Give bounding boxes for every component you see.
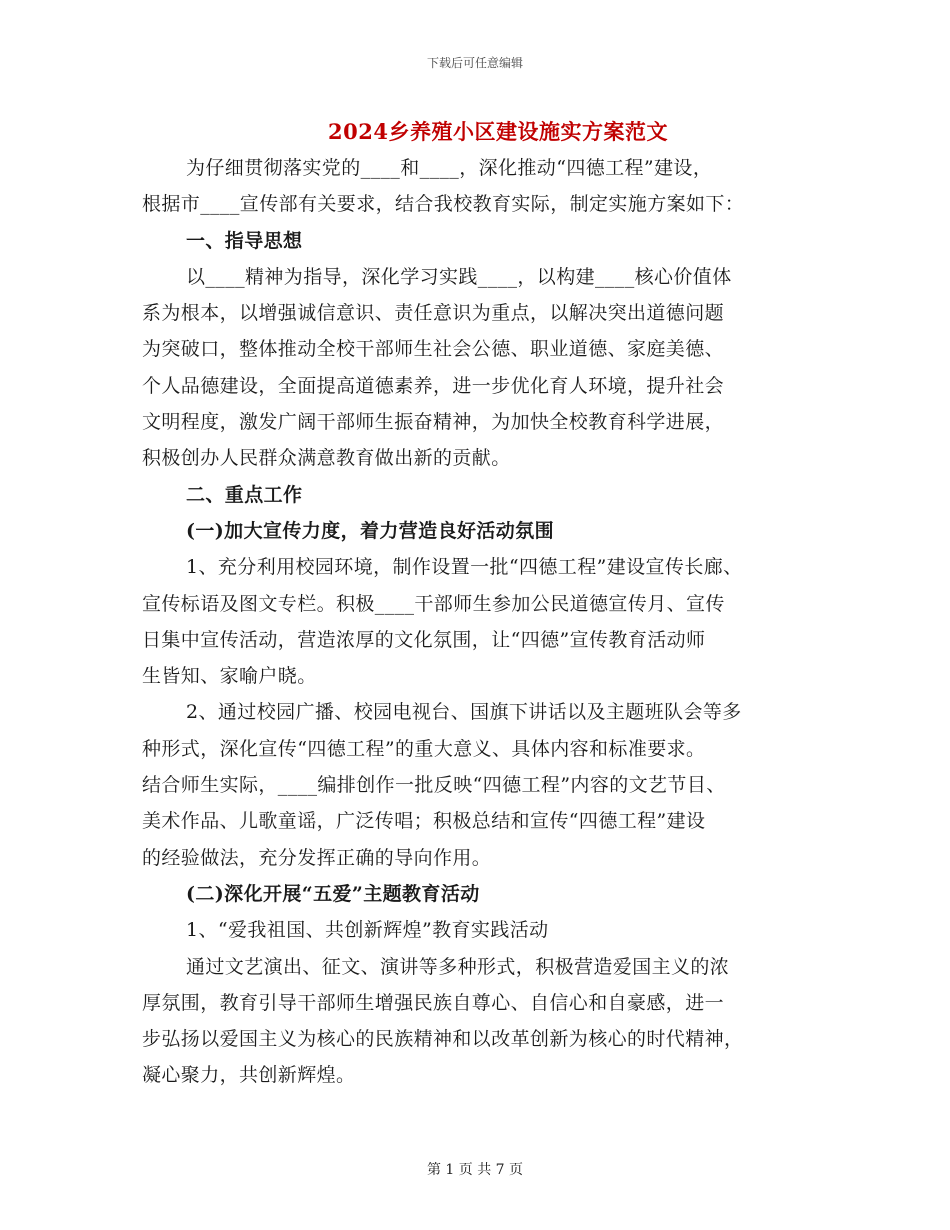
paragraph-line: 1、“爱我祖国、共创新辉煌”教育实践活动 [186,919,549,942]
paragraph-line: 2、通过校园广播、校园电视台、国旗下讲话以及主题班队会等多 [186,701,742,724]
paragraph-line: 通过文艺演出、征文、演讲等多种形式，积极营造爱国主义的浓 [186,955,730,978]
paragraph-line: 步弘扬以爱国主义为核心的民族精神和以改革创新为核心的时代精神， [142,1028,744,1051]
paragraph-line: 生皆知、家喻户晓。 [142,665,317,688]
paragraph-line: 凝心聚力，共创新辉煌。 [142,1064,356,1087]
paragraph-line: 为突破口，整体推动全校干部师生社会公德、职业道德、家庭美德、 [142,338,725,361]
paragraph-line: 结合师生实际，____编排创作一批反映“四德工程”内容的文艺节目、 [142,774,726,797]
page-header: 下载后可任意编辑 [426,56,523,70]
paragraph-line: 1、充分利用校园环境，制作设置一批“四德工程”建设宣传长廊、 [186,556,743,579]
paragraph-line: 文明程度，激发广阔干部师生振奋精神，为加快全校教育科学进展， [142,411,725,434]
paragraph-line: 为仔细贯彻落实党的____和____，深化推动“四德工程”建设， [186,157,713,179]
paragraph-line: 系为根本，以增强诚信意识、责任意识为重点，以解决突出道德问题 [142,302,725,325]
document-title: 2024乡养殖小区建设施实方案范文 [328,119,668,144]
document-body [142,150,822,1094]
paragraph-line: 的经验做法，充分发挥正确的导向作用。 [142,846,492,869]
page-footer: 第 1 页 共 7 页 [426,1162,524,1178]
section-heading: (一)加大宣传力度，着力营造良好活动氛围 [186,519,554,542]
paragraph-line: 美术作品、儿歌童谣，广泛传唱；积极总结和宣传“四德工程”建设 [142,810,706,833]
paragraph-line: 日集中宣传活动，营造浓厚的文化氛围，让“四德”宣传教育活动师 [142,628,706,651]
paragraph-line: 根据市____宣传部有关要求，结合我校教育实际，制定实施方案如下： [142,193,745,216]
section-heading: 二、重点工作 [186,483,303,506]
paragraph-line: 以____精神为指导，深化学习实践____，以构建____核心价值体 [186,265,732,288]
paragraph-line: 个人品德建设，全面提高道德素养，进一步优化育人环境，提升社会 [142,374,725,397]
paragraph-line: 种形式，深化宣传“四德工程”的重大意义、具体内容和标准要求。 [142,737,706,760]
paragraph-line: 宣传标语及图文专栏。积极____干部师生参加公民道德宣传月、宣传 [142,592,725,615]
paragraph-line: 厚氛围，教育引导干部师生增强民族自尊心、自信心和自豪感，进一 [142,991,725,1014]
section-heading: (二)深化开展“五爱”主题教育活动 [186,882,480,905]
section-heading: 一、指导思想 [186,229,303,252]
paragraph-line: 积极创办人民群众满意教育做出新的贡献。 [142,447,511,470]
